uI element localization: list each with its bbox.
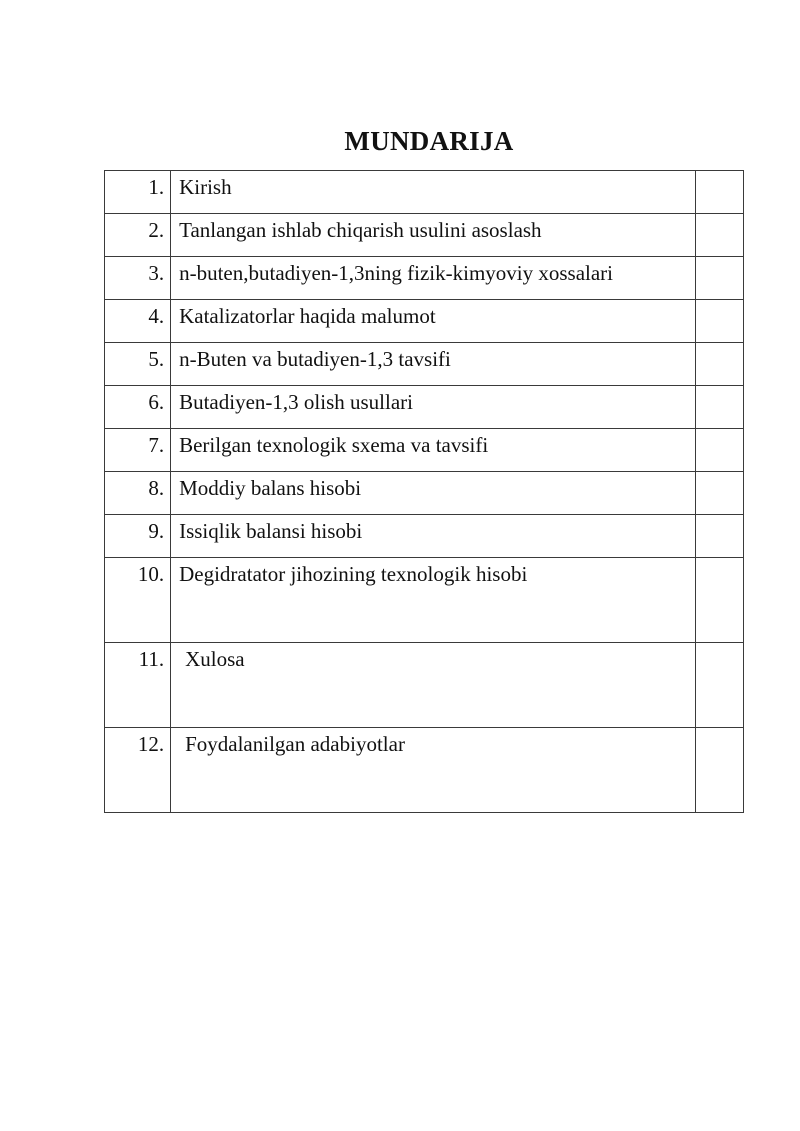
toc-title: n-buten,butadiyen-1,3ning fizik-kimyoviy xossalari xyxy=(171,257,696,300)
toc-number: 12. xyxy=(105,728,171,813)
toc-page xyxy=(695,558,743,643)
toc-page xyxy=(695,300,743,343)
toc-page xyxy=(695,171,743,214)
toc-row xyxy=(105,429,744,472)
toc-number: 6. xyxy=(105,386,171,429)
table-of-contents xyxy=(104,170,744,813)
toc-title: Xulosa xyxy=(171,643,696,728)
toc-row xyxy=(105,472,744,515)
toc-title: Butadiyen-1,3 olish usullari xyxy=(171,386,696,429)
toc-number: 2. xyxy=(105,214,171,257)
toc-page xyxy=(695,472,743,515)
toc-title: Issiqlik balansi hisobi xyxy=(171,515,696,558)
toc-row xyxy=(105,257,744,300)
toc-number: 4. xyxy=(105,300,171,343)
toc-number: 3. xyxy=(105,257,171,300)
toc-row xyxy=(105,343,744,386)
toc-page xyxy=(695,728,743,813)
toc-title: Kirish xyxy=(171,171,696,214)
toc-number: 8. xyxy=(105,472,171,515)
toc-number: 11. xyxy=(105,643,171,728)
toc-number: 9. xyxy=(105,515,171,558)
toc-title: Degidratator jihozining texnologik hisobi xyxy=(171,558,696,643)
toc-page xyxy=(695,429,743,472)
page-title: MUNDARIJA xyxy=(344,126,514,156)
toc-row xyxy=(105,643,744,728)
toc-row xyxy=(105,515,744,558)
toc-number: 5. xyxy=(105,343,171,386)
toc-row xyxy=(105,214,744,257)
toc-number: 1. xyxy=(105,171,171,214)
toc-title: Tanlangan ishlab chiqarish usulini asoslash xyxy=(171,214,696,257)
toc-number: 10. xyxy=(105,558,171,643)
toc-row xyxy=(105,171,744,214)
toc-row xyxy=(105,728,744,813)
toc-page xyxy=(695,386,743,429)
toc-page xyxy=(695,257,743,300)
toc-row xyxy=(105,558,744,643)
toc-title: Moddiy balans hisobi xyxy=(171,472,696,515)
toc-title: Berilgan texnologik sxema va tavsifi xyxy=(171,429,696,472)
toc-title: n-Buten va butadiyen-1,3 tavsifi xyxy=(171,343,696,386)
toc-row xyxy=(105,300,744,343)
toc-page xyxy=(695,515,743,558)
toc-row xyxy=(105,386,744,429)
toc-number: 7. xyxy=(105,429,171,472)
toc-title: Foydalanilgan adabiyotlar xyxy=(171,728,696,813)
toc-page xyxy=(695,343,743,386)
toc-page xyxy=(695,643,743,728)
toc-title: Katalizatorlar haqida malumot xyxy=(171,300,696,343)
toc-page xyxy=(695,214,743,257)
